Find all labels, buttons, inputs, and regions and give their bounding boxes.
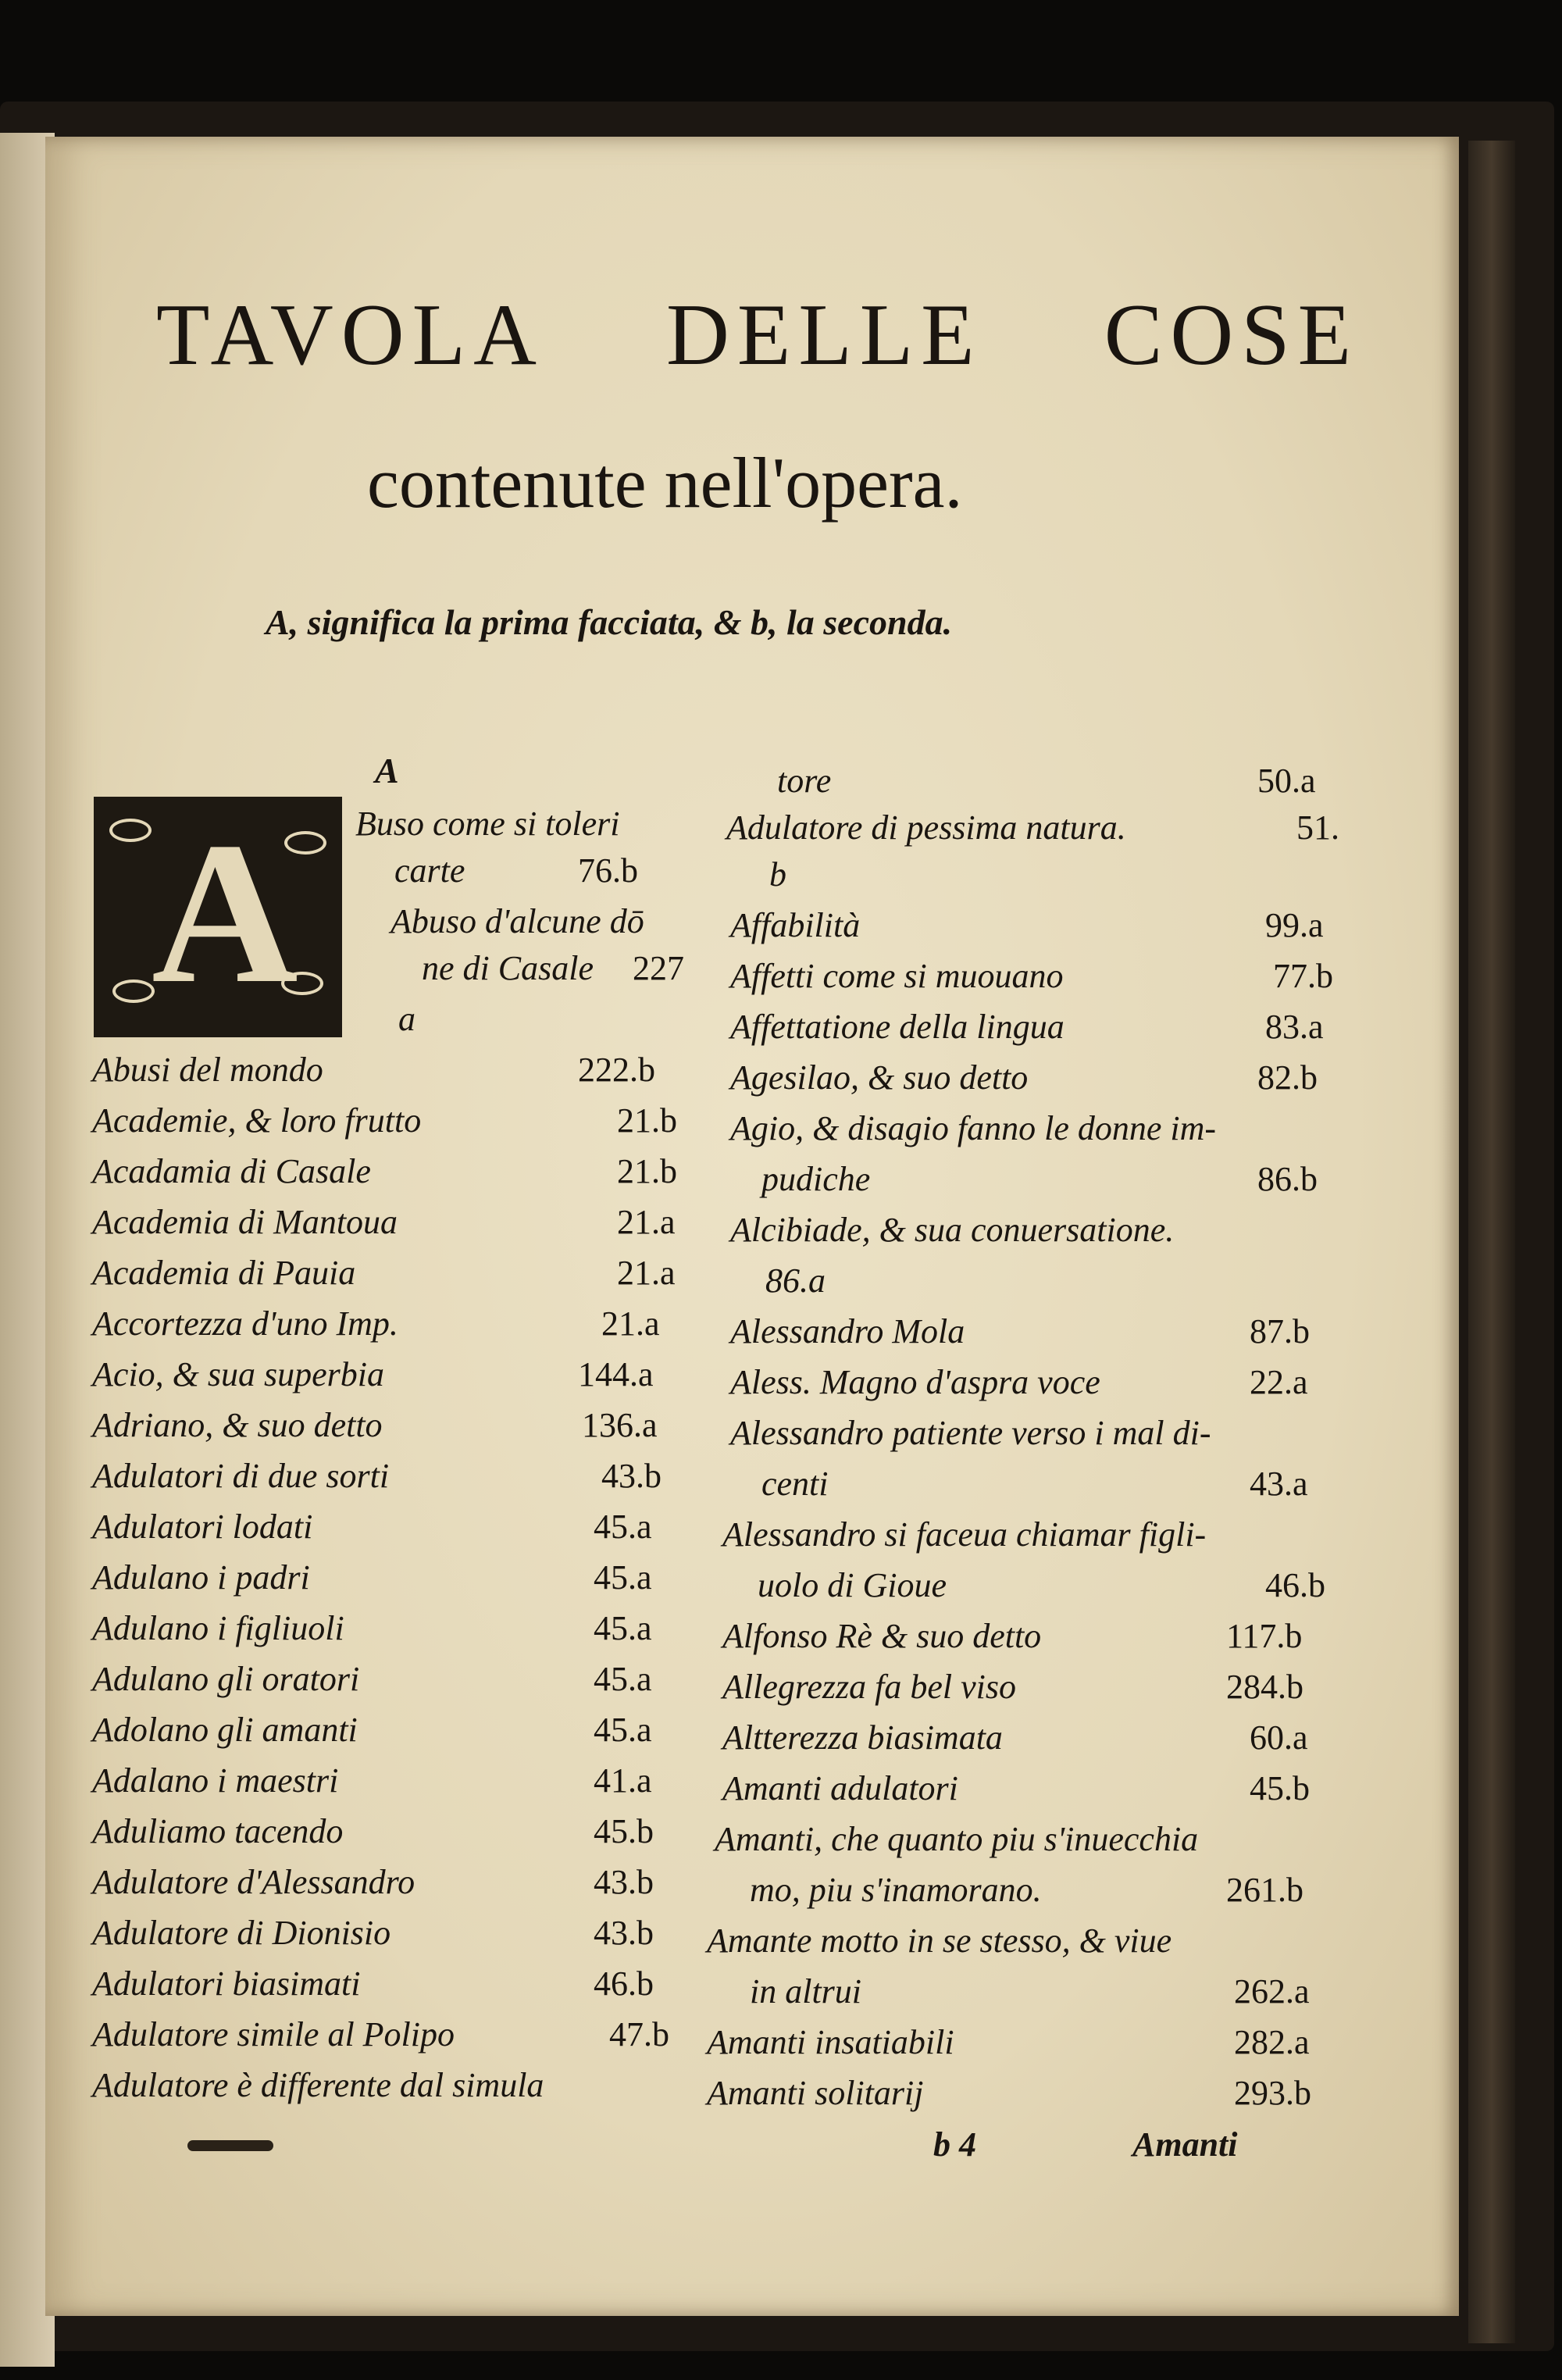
index-entry: carte (394, 851, 465, 890)
index-entry: Academia di Mantoua (92, 1203, 398, 1241)
index-page-ref: 86.b (1257, 1160, 1318, 1198)
index-entry: Alfonso Rè & suo detto (722, 1617, 1042, 1655)
index-entry: Adulatore d'Alessandro (92, 1863, 415, 1901)
signature-mark: b 4 (933, 2125, 976, 2164)
index-page-ref: 117.b (1226, 1617, 1303, 1655)
index-page-ref: 43.b (594, 1863, 654, 1901)
index-entry: Aduliamo tacendo (92, 1812, 344, 1850)
index-entry: Affettatione della lingua (730, 1008, 1065, 1046)
index-entry: Adulatore è differente dal simula (92, 2066, 544, 2104)
index-page-ref: 21.a (617, 1254, 676, 1292)
index-entry: Adulatore di pessima natura. (726, 808, 1126, 847)
index-page-ref: 43.b (594, 1914, 654, 1952)
index-entry: Altterezza biasimata (722, 1718, 1003, 1757)
index-entry: ne di Casale (422, 949, 594, 987)
index-entry: Adulatore di Dionisio (92, 1914, 391, 1952)
index-page-ref: 21.a (617, 1203, 676, 1241)
index-entry: Amante motto in se stesso, & viue (707, 1921, 1172, 1960)
index-entry: Buso come si toleri (355, 805, 620, 843)
index-entry: 86.a (765, 1261, 826, 1300)
index-page-ref: 51. (1296, 808, 1339, 847)
index-entry: a (398, 1000, 415, 1038)
index-entry: Accortezza d'uno Imp. (92, 1304, 398, 1343)
decorated-initial-icon (94, 797, 342, 1037)
index-entry: Acio, & sua superbia (92, 1355, 384, 1393)
index-page-ref: 46.b (594, 1964, 654, 2003)
index-entry: Adulatore simile al Polipo (92, 2015, 455, 2054)
index-page-ref: 227 (633, 949, 684, 987)
index-page-ref: 83.a (1265, 1008, 1324, 1046)
index-entry: Alessandro Mola (730, 1312, 965, 1351)
index-entry: Acadamia di Casale (92, 1152, 371, 1190)
index-page-ref: 77.b (1273, 957, 1333, 995)
index-entry: Adulatori biasimati (92, 1964, 361, 2003)
page-subtitle: contenute nell'opera. (367, 443, 963, 523)
index-page-ref: 43.a (1250, 1465, 1308, 1503)
title-word: DELLE (666, 287, 982, 384)
index-entry: Alessandro patiente verso i mal di- (730, 1414, 1211, 1452)
leaf-ornament-icon (112, 979, 155, 1003)
index-entry: Amanti adulatori (722, 1769, 958, 1807)
index-page-ref: 76.b (578, 851, 638, 890)
section-letter: A (375, 751, 399, 790)
index-entry: Agesilao, & suo detto (730, 1058, 1029, 1097)
index-entry: Aless. Magno d'aspra voce (730, 1363, 1100, 1401)
index-entry: tore (777, 762, 832, 800)
index-entry: Amanti insatiabili (707, 2023, 954, 2061)
index-entry: Alessandro si faceua chiamar figli- (722, 1515, 1207, 1554)
title-word: TAVOLA (156, 287, 544, 384)
index-entry: Amanti, che quanto piu s'inuecchia (715, 1820, 1199, 1858)
index-page-ref: 45.a (594, 1508, 652, 1546)
title-word: COSE (1104, 287, 1359, 384)
index-page-ref: 41.a (594, 1761, 652, 1800)
index-entry: Agio, & disagio fanno le donne im- (730, 1109, 1217, 1147)
index-entry: Adalano i maestri (92, 1761, 339, 1800)
index-entry: Abuso d'alcune dō (390, 902, 644, 940)
index-page-ref: 282.a (1234, 2023, 1310, 2061)
index-entry: Adulatori di due sorti (92, 1457, 390, 1495)
index-page-ref: 47.b (609, 2015, 669, 2054)
index-entry: Affetti come si muouano (730, 957, 1064, 995)
page-note: A, significa la prima facciata, & b, la seconda. (266, 602, 953, 642)
index-page-ref: 261.b (1226, 1871, 1303, 1909)
index-page-ref: 45.b (1250, 1769, 1310, 1807)
index-page-ref: 22.a (1250, 1363, 1308, 1401)
index-page-ref: 99.a (1265, 906, 1324, 944)
index-page-ref: 21.a (601, 1304, 660, 1343)
index-page-ref: 45.b (594, 1812, 654, 1850)
index-entry: Affabilità (730, 906, 861, 944)
index-entry: centi (761, 1465, 829, 1503)
index-page-ref: 144.a (578, 1355, 654, 1393)
leaf-ornament-icon (109, 819, 152, 842)
index-page-ref: 43.b (601, 1457, 662, 1495)
index-entry: Alcibiade, & sua conuersatione. (730, 1211, 1175, 1249)
index-page-ref: 136.a (582, 1406, 658, 1444)
index-page-ref: 46.b (1265, 1566, 1325, 1604)
index-page-ref: 45.a (594, 1558, 652, 1597)
page-title (156, 285, 1359, 386)
index-entry: Adriano, & suo detto (92, 1406, 383, 1444)
catchword: Amanti (1132, 2125, 1238, 2164)
index-entry: Allegrezza fa bel viso (722, 1668, 1016, 1706)
index-page-ref: 284.b (1226, 1668, 1303, 1706)
tailpiece-ornament-icon (187, 2140, 273, 2151)
index-entry: Adulatori lodati (92, 1508, 313, 1546)
index-page-ref: 222.b (578, 1051, 655, 1089)
index-entry: b (769, 855, 786, 894)
index-page-ref: 82.b (1257, 1058, 1318, 1097)
index-entry: in altrui (750, 1972, 862, 2011)
index-entry: Amanti solitarij (707, 2074, 924, 2112)
index-entry: Adulano i padri (92, 1558, 310, 1597)
index-page-ref: 293.b (1234, 2074, 1311, 2112)
index-entry: mo, piu s'inamorano. (750, 1871, 1042, 1909)
index-entry: uolo di Gioue (758, 1566, 947, 1604)
index-page-ref: 50.a (1257, 762, 1316, 800)
index-entry: Academia di Pauia (92, 1254, 356, 1292)
page-fore-edge (1468, 141, 1515, 2343)
index-entry: Adulano i figliuoli (92, 1609, 344, 1647)
index-page-ref: 87.b (1250, 1312, 1310, 1351)
index-page-ref: 262.a (1234, 1972, 1310, 2011)
index-page-ref: 21.b (617, 1152, 677, 1190)
index-entry: pudiche (761, 1160, 871, 1198)
index-page-ref: 21.b (617, 1101, 677, 1140)
index-page-ref: 45.a (594, 1711, 652, 1749)
index-entry: Abusi del mondo (92, 1051, 323, 1089)
index-page-ref: 60.a (1250, 1718, 1308, 1757)
index-entry: Adulano gli oratori (92, 1660, 360, 1698)
index-page-ref: 45.a (594, 1660, 652, 1698)
index-entry: Adolano gli amanti (92, 1711, 358, 1749)
initial-letter-a: A (152, 801, 298, 1026)
index-entry: Academie, & loro frutto (92, 1101, 422, 1140)
index-page-ref: 45.a (594, 1609, 652, 1647)
